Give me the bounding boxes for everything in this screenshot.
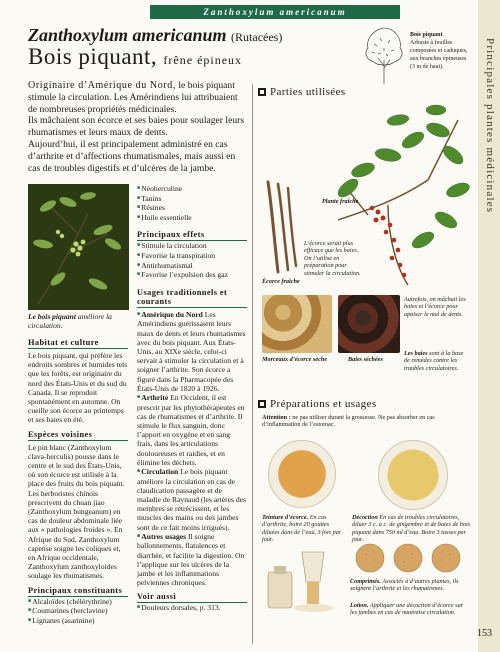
- lotion-caption: [350, 602, 470, 617]
- tincture-caption: [262, 514, 344, 544]
- constituent-top-item: ■ Néoherculine: [137, 184, 247, 194]
- arthritis-title: ■ Arthrite: [137, 393, 168, 402]
- effect-item: ■ Antirhumatismal: [137, 261, 247, 271]
- constituent-top-item: ■ Tanins: [137, 194, 247, 204]
- constituent-item: ■ Lignanes (asarinine): [28, 616, 128, 626]
- intro-lead: Originaire d’Amérique du Nord,: [28, 80, 176, 91]
- effects-heading: Principaux effets: [137, 230, 247, 241]
- berries-note-text: sont à la base de remèdes contre les troubles circulatoires.: [404, 350, 464, 372]
- constituent-top-item: ■ Huile essentielle: [137, 213, 247, 223]
- intro-p1: le bois piquant stimule la circulation. Les Amérindiens lui attribuaient de nombreuses propriétés médicinales.: [28, 80, 238, 115]
- habitat-heading: Habitat et culture: [28, 338, 128, 349]
- side-tab-label: Principales plantes médicinales: [484, 38, 496, 214]
- tablets-caption: [350, 578, 470, 593]
- parts-heading: [258, 86, 473, 98]
- tincture-text: En cas d’arthrite, boire 20 gouttes diluées dans de l’eau, 3 fois par jour.: [262, 514, 342, 544]
- traditional-na-text: Les Amérindiens guérissaient leurs maux de dents et leurs rhumatismes avec du bois piquant. Aux États-Unis, au XIXe siècle, celui-ci servait à stimuler la circulation et à soigner l’arthrite. Son écorce a figuré dans la Pharmacopée des États-Unis de 1820 à 1926.: [137, 309, 246, 393]
- page-number: 153: [477, 628, 492, 639]
- photo-caption-text: améliore la circulation.: [28, 312, 112, 330]
- intro-p2: Ils mâchaient son écorce et ses baies pour soulager leurs rhumatismes et leurs maux de dents.: [28, 115, 245, 139]
- habitat-text: Le bois piquant, qui préfère les endroits sombres et humides tels que les forêts, est originaire du nord des États-Unis et du sud du Canada. Il se reproduit spontanément en automne. On cueille son écorce au printemps et ses baies en été.: [28, 351, 128, 425]
- plant-family: (Rutacées): [231, 30, 283, 44]
- decoction-image: [378, 440, 448, 510]
- section-square-icon: [258, 88, 266, 96]
- tree-note-label: Bois piquant: [410, 32, 443, 38]
- berries-note-bold: Les baies: [404, 350, 428, 357]
- fresh-plant-label: [322, 198, 362, 205]
- plant-photo: [28, 184, 129, 310]
- tincture-bold: Teinture d’écorce.: [262, 514, 309, 521]
- french-name-sub: frêne épineux: [163, 53, 243, 67]
- constituent-item: ■ Coumarines (herclavine): [28, 606, 128, 616]
- dried-berries-label: [348, 356, 400, 363]
- constituent-top-item: ■ Résines: [137, 203, 247, 213]
- dried-berries-text: Baies séchées: [348, 356, 383, 363]
- fresh-bark-text: Écorce fraîche: [262, 278, 300, 285]
- traditional-other: [137, 532, 247, 588]
- intro-text: [28, 80, 248, 174]
- autrefois-note: Autrefois, on mâchait les baies et l’écorce pour apaiser le mal de dents.: [404, 296, 466, 318]
- bark-note: L’écorce serait plus efficace que les baies. On l’utilise en préparation pour stimuler la circulation.: [304, 240, 361, 277]
- see-also-item: ■ Douleurs dorsales, p. 313.: [137, 603, 247, 613]
- fresh-bark-illustration: [262, 178, 302, 276]
- fresh-plant-text: Plante fraîche: [322, 198, 359, 205]
- tablets-bold: Comprimés.: [350, 578, 381, 585]
- preps-title: Préparations et usages: [270, 398, 377, 410]
- lotion-image: [262, 542, 348, 614]
- other-uses-title: ■ Autres usages: [137, 532, 186, 541]
- preps-heading: [258, 398, 473, 410]
- constituent-item: ■ Alcaloïdes (chélérythrine): [28, 597, 128, 607]
- traditional-na: [137, 310, 247, 393]
- traditional-circulation: [137, 467, 247, 532]
- traditional-heading: Usages traditionnels et courants: [137, 288, 247, 308]
- dried-bark-label: [262, 356, 336, 363]
- header-band: Zanthoxylum americanum: [150, 5, 400, 19]
- french-name: Bois piquant,: [28, 44, 158, 69]
- tablets-text: Associés à d’autres plantes, ils soignent l’arthrite et les rhumatismes.: [350, 578, 459, 593]
- circulation-text: Le bois piquant améliore la circulation en cas de claudication passagère et de maladie de Raynaud (les artères des membres se rétrécissent, et les muscles des mains ou des jambes sont de ce fait moins irrigués).: [137, 466, 247, 532]
- decoction-text: En cas de troubles circulatoires, diluer 3 c. à c. de gingembre et de baies de bois piquant dans 750 ml d’eau. Boire 3 tasses par jour.: [352, 514, 471, 544]
- species-text: Le pin blanc (Zanthoxylum clava-herculis) pousse dans le centre et le sud des États-Unis, où son écorce est utilisée à la place des fruits du bois piquant. Les herboristes chinois prescrivent du chuan jiao (Zanthoxylum bungeanum) en cas de douleur abdominale liée aux « pathologies froides ». En Afrique du Sud, Zanthoxylum capense soigne les coliques et, en Afrique occidentale, Zanthoxylum zanthoxyloides soulage les rhumatismes.: [28, 442, 125, 581]
- lotion-text: Appliquer une décoction d’écorce sur les jambes en cas de mauvaise circulation.: [350, 602, 464, 617]
- arthritis-text: En Occident, il est prescrit par les phytothérapeutes en cas de rhumatismes et d’arthrite. Il stimule le flux sanguin, donc l’apport en oxygène et en sang frais, dans les articulations douloureuses et raidies, et en élimine les déchets.: [137, 392, 245, 467]
- species-heading: Espèces voisines: [28, 430, 128, 441]
- column-divider: [252, 84, 253, 644]
- section-square-icon: [258, 400, 266, 408]
- effect-item: ■ Favorise l’expulsion des gaz: [137, 270, 247, 280]
- dried-bark-text: Morceaux d’écorce sèche: [262, 356, 327, 363]
- berries-note: [404, 350, 470, 372]
- lotion-bold: Lotion.: [350, 602, 369, 609]
- latin-title: [28, 25, 282, 46]
- preps-warning: [262, 414, 472, 429]
- parts-title: Parties utilisées: [270, 86, 346, 98]
- other-uses-text: Il soigne ballonnements, flatulences et diarrhée, et facilite la digestion. On l’applique sur les ulcères de la jambe et les inflammations pelviennes chroniques.: [137, 531, 245, 588]
- dried-bark-image: [262, 295, 332, 353]
- see-also-heading: Voir aussi: [137, 592, 247, 603]
- preps-warning-bold: Attention :: [262, 414, 291, 421]
- photo-caption-bold: Le bois piquant: [28, 312, 76, 321]
- intro-p3: Aujourd’hui, il est principalement administré en cas d’arthrite et d’affections rhumatismales, mais aussi en cas de troubles digestifs et d’ulcères de la jambe.: [28, 138, 236, 174]
- french-title: [28, 44, 242, 70]
- tincture-image: [268, 440, 336, 508]
- left-column: [28, 338, 128, 625]
- decoction-bold: Décoction: [352, 514, 378, 521]
- traditional-arthritis: [137, 393, 247, 467]
- tree-note-text: Arbuste à feuilles composées et caduques, aux branches épineuses (3 m de haut).: [410, 40, 468, 70]
- middle-column: [137, 184, 247, 613]
- preps-warning-text: ne pas utiliser durant la grossesse. Ne pas absorber en cas d’inflammation de l’estomac.: [262, 414, 435, 429]
- tablets-image: [352, 540, 470, 576]
- constituents-heading: Principaux constituants: [28, 586, 128, 597]
- effect-item: ■ Stimule la circulation: [137, 241, 247, 251]
- traditional-na-title: ■ Amérique du Nord: [137, 310, 203, 319]
- tree-note: [410, 31, 468, 71]
- circulation-title: ■ Circulation: [137, 467, 178, 476]
- fresh-bark-label: [262, 278, 322, 285]
- dried-berries-image: [338, 295, 400, 353]
- photo-caption: [28, 312, 128, 330]
- latin-name: Zanthoxylum americanum: [28, 25, 227, 45]
- effect-item: ■ Favorise la transpiration: [137, 251, 247, 261]
